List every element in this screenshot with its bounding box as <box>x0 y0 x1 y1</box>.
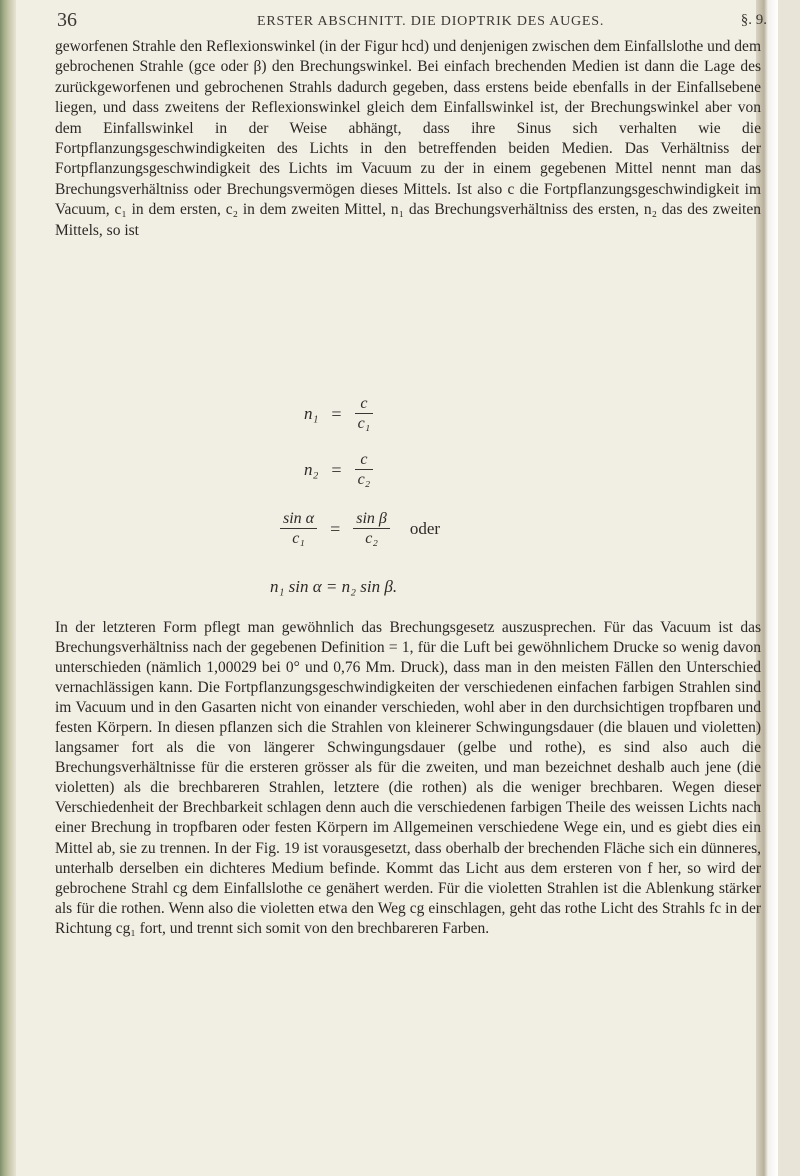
formula-n1-fraction <box>355 396 374 432</box>
formula-sine-right-numerator: sin β <box>353 511 390 529</box>
formula-n1-lhs: n₁ <box>304 404 319 423</box>
formula-sine-ratio <box>280 511 640 547</box>
page-number: 36 <box>57 9 77 31</box>
formula-n2-denominator: c₂ <box>357 471 371 488</box>
formula-sine-right-denominator: c₂ <box>365 530 378 547</box>
formula-n2 <box>304 452 664 488</box>
formula-n2-equals: = <box>331 459 342 480</box>
formula-n1-numerator: c <box>355 396 374 414</box>
formula-snell-law: n₁ sin α = n₂ sin β. <box>270 577 398 596</box>
section-mark: §. 9. <box>740 12 767 28</box>
formula-n1 <box>304 396 664 432</box>
formula-n1-equals: = <box>331 403 342 424</box>
formula-sine-equals: = <box>330 518 341 539</box>
formula-n1-denominator: c₁ <box>357 415 371 432</box>
formula-sine-right-fraction <box>353 511 390 547</box>
formula-oder-label: oder <box>409 519 441 538</box>
running-head: ERSTER ABSCHNITT. DIE DIOPTRIK DES AUGES. <box>257 14 605 29</box>
page-header <box>57 9 767 35</box>
formula-sine-left-denominator: c₁ <box>292 530 305 547</box>
refraction-formulas <box>250 396 610 614</box>
book-binding-edge <box>0 0 16 1176</box>
paragraph-bottom <box>55 618 761 1162</box>
formula-n2-fraction <box>355 452 374 488</box>
formula-n2-lhs: n₂ <box>304 460 319 479</box>
formula-n2-numerator: c <box>355 452 374 470</box>
paragraph-top-text: geworfenen Strahle den Reflexionswinkel (in der Figur hcd) und denjenigen zwischen dem Einfallslothe und dem gebrochenen Strahle (gce oder β) den Brechungswinkel. Bei einfach brechenden Medien ist dann die Lage des zurückgeworfenen und gebrochenen Strahls dadurch gegeben, dass erstens beide ebenfalls in der Einfallsebene liegen, und dass zweitens der Reflexionswinkel gleich dem Einfallswinkel ist, der Brechungswinkel aber von dem Einfallswinkel in der Weise abhängt, dass ihre Sinus sich verhalten wie die Fortpflanzungsgeschwindigkeiten des Lichts in den betreffenden beiden Medien. Das Verhältniss der Fortpflanzungsgeschwindigkeit des Lichts im Vacuum zu der in einem gegebenen Mittel nennt man das Brechungsverhältniss oder Brechungsvermögen dieses Mittels. Ist also c die Fortpflanzungsgeschwindigkeit im Vacuum, c₁ in dem ersten, c₂ in dem zweiten Mittel, n₁ das Brechungsverhältniss des ersten, n₂ das des zweiten Mittels, so ist <box>55 38 761 239</box>
formula-sine-left-fraction <box>280 511 317 547</box>
formula-sine-left-numerator: sin α <box>280 511 317 529</box>
paragraph-bottom-text: In der letzteren Form pflegt man gewöhnlich das Brechungsgesetz auszusprechen. Für das Vacuum ist das Brechungsverhältniss nach der gegebenen Definition = 1, für die Luft bei gewöhnlichem Drucke so wenig davon unterschieden (nämlich 1,00029 bei 0° und 0,76 Mm. Druck), dass man in den meisten Fällen den Unterschied vernachlässigen kann. Die Fortpflanzungsgeschwindigkeiten der verschiedenen einfachen farbigen Strahlen sind im Vacuum und in den Gasarten nicht von einander verschieden, wohl aber in den durchsichtigen tropfbaren und festen Körpern. In diesen pflanzen sich die Strahlen von kleinerer Schwingungsdauer (die blauen und violetten) langsamer fort als die von längerer Schwingungsdauer (gelbe und rothe), es sind also auch die Brechungsverhältnisse für die ersteren grösser als für die zweiten, und man bezeichnet deshalb auch jene (die violetten) als die brechbareren Strahlen, letztere (die rothen) als die weniger brechbaren. Wegen dieser Verschiedenheit der Brechbarkeit schlagen denn auch die verschiedenen farbigen Theile des weissen Lichts nach einer Brechung in tropfbaren oder festen Körpern im Allgemeinen verschiedene Wege ein, und es giebt dies ein Mittel ab, sie zu trennen. In der Fig. 19 ist vorausgesetzt, dass oberhalb der brechenden Fläche sich ein dünneres, unterhalb derselben ein dichteres Medium befinde. Kommt das Licht aus dem ersteren von f her, so wird der gebrochene Strahl cg dem Einfallslothe ce genähert werden. Für die violetten Strahlen ist die Ablenkung stärker als für die rothen. Wenn also die violetten etwa den Weg cg einschlagen, geht das rothe Licht des Strahls fc in der Richtung cg₁ fort, und trennt sich somit von den brechbareren Farben. <box>55 619 761 937</box>
paragraph-top <box>55 37 761 389</box>
